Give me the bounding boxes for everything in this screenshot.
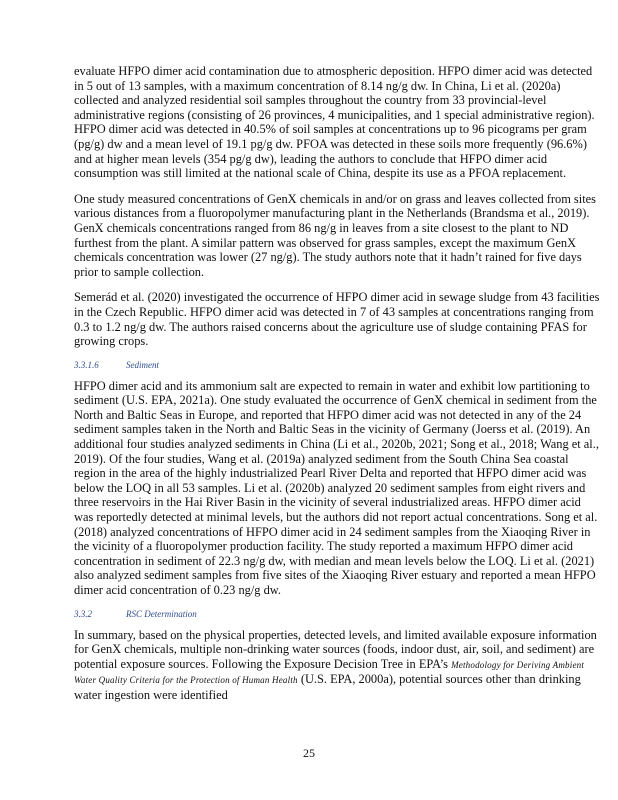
paragraph-sludge: Semerád et al. (2020) investigated the occurrence of HFPO dimer acid in sewage sludge from 43 facilities in the Czech Republic. HFPO dimer acid was detected in 7 of 43 samples at concentrations ranging from 0.3 to 1.2 ng/g dw. The authors raised concerns about the agriculture use of sludge containing PFAS for growing crops.: [74, 290, 600, 349]
paragraph-rsc: [74, 628, 600, 703]
section-heading-sediment: [74, 360, 600, 371]
rsc-methodology-title: Methodology for Deriving Ambient Water Quality Criteria for the Protection of Human Health: [74, 659, 585, 686]
rsc-text-before: In summary, based on the physical properties, detected levels, and limited available exposure information for GenX chemicals, multiple non-drinking water sources (foods, indoor dust, air, soil, and sediment) are potential exposure sources. Following the Exposure Decision Tree in EPA’s: [74, 627, 597, 671]
section-title: RSC Determination: [126, 608, 197, 619]
section-title: Sediment: [126, 359, 159, 370]
paragraph-sediment: HFPO dimer acid and its ammonium salt are expected to remain in water and exhibit low partitioning to sediment (U.S. EPA, 2021a). One study evaluated the occurrence of GenX chemical in sediment from the North and Baltic Seas in Europe, and reported that HFPO dimer acid was not detected in any of the 24 sediment samples taken in the North and Baltic Seas in the vicinity of Germany (Joerss et al. (2019). An additional four studies analyzed sediments in China (Li et al., 2020b, 2021; Song et al., 2018; Wang et al., 2019). Of the four studies, Wang et al. (2019a) analyzed sediment from the South China Sea coastal region in the area of the highly industrialized Pearl River Delta and reported that HFPO dimer acid was below the LOQ in all 53 samples. Li et al. (2020b) analyzed 20 sediment samples from eight rivers and three reservoirs in the Hai River Basin in the vicinity of several industrialized areas. HFPO dimer acid was reportedly detected at minimal levels, but the authors did not report actual concentrations. Song et al. (2018) analyzed concentrations of HFPO dimer acid in 24 sediment samples from the Xiaoqing River in the vicinity of a fluoropolymer production facility. The study reported a maximum HFPO dimer acid concentration in sediment of 22.3 ng/g dw, with median and mean levels below the LOQ. Li et al. (2021) also analyzed sediment samples from five sites of the Xiaoqing River estuary and reported a mean HFPO dimer acid concentration of 0.23 ng/g dw.: [74, 378, 599, 597]
paragraph-soil: evaluate HFPO dimer acid contamination due to atmospheric deposition. HFPO dimer acid was detected in 5 out of 13 samples, with a maximum concentration of 8.14 ng/g dw. In China, Li et al. (2020a) collected and analyzed residential soil samples throughout the country from 33 provincial-level administrative regions (consisting of 26 provinces, 4 municipalities, and 1 special administrative region). HFPO dimer acid was detected in 40.5% of soil samples at concentrations up to 96 picograms per gram (pg/g) dw and a mean level of 19.1 pg/g dw. PFOA was detected in these soils more frequently (96.6%) and at higher mean levels (354 pg/g dw), leading the authors to conclude that HFPO dimer acid consumption was still limited at the national scale of China, despite its use as a PFOA replacement.: [74, 64, 595, 181]
section-heading-rsc: [74, 609, 600, 620]
paragraph-grass: One study measured concentrations of GenX chemicals in and/or on grass and leaves collected from sites various distances from a fluoropolymer manufacturing plant in the Netherlands (Brandsma et al., 2019). GenX chemicals concentrations ranged from 86 ng/g in leaves from a site closest to the plant to ND furthest from the plant. A similar pattern was observed for grass samples, except the maximum GenX chemicals concentration was lower (27 ng/g). The study authors note that it hadn’t rained for five days prior to sample collection.: [74, 191, 596, 279]
document-page: [74, 64, 600, 714]
section-number: 3.3.1.6: [74, 359, 99, 370]
page-number: 25: [303, 746, 315, 760]
rsc-text-after: (U.S. EPA, 2000a), potential sources other than drinking water ingestion were identified: [74, 672, 581, 702]
section-number: 3.3.2: [74, 608, 92, 619]
